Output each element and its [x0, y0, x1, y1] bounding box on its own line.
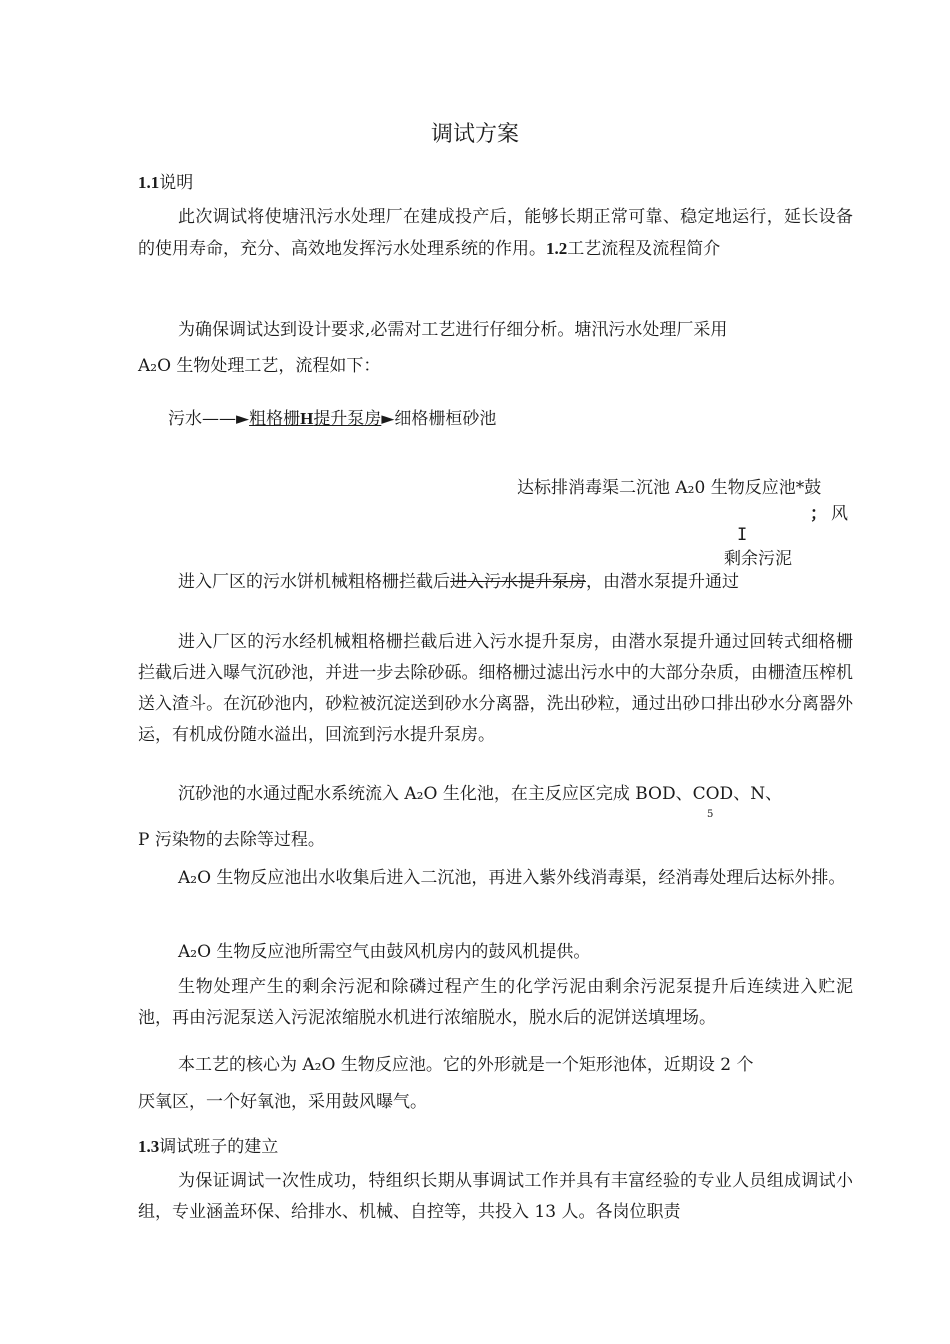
flow-line-1: [168, 408, 496, 430]
section-1-3-heading: [138, 1136, 278, 1158]
section-1-2-line-2: A₂O 生物处理工艺，流程如下：: [138, 356, 381, 376]
flow-line-3: [810, 503, 848, 525]
flow-lift-pump: 提升泵房: [313, 409, 382, 429]
struck-line-struck: 进入污水提升泵房: [450, 572, 586, 592]
flow-sludge: 剩余污泥: [724, 549, 792, 569]
body-paragraph-4: A₂O 生物反应池所需空气由鼓风机房内的鼓风机提供。: [178, 942, 591, 962]
page-title: 调试方案: [430, 122, 519, 147]
body-subscript: 5: [707, 809, 714, 820]
flow-start: 污水——►: [168, 409, 250, 429]
struck-line-prefix: 进入厂区的污水饼机械粗格栅拦截后: [178, 572, 450, 592]
flow-fine-screen: ►细格栅桓砂池: [381, 409, 497, 429]
section-1-3-paragraph: 为保证调试一次性成功，特组织长期从事调试工作并具有丰富经验的专业人员组成调试小组，专业涵盖环保、给排水、机械、自控等，共投入 13 人。各岗位职责: [138, 1171, 853, 1222]
body-paragraph-2-line-2: P 污染物的去除等过程。: [138, 830, 325, 850]
flow-coarse-screen: 粗格栅: [249, 409, 301, 429]
flow-marker: ；: [810, 504, 827, 524]
body-paragraph-1: 进入厂区的污水经机械粗格栅拦截后进入污水提升泵房，由潜水泵提升通过回转式细格栅拦截后进入曝气沉砂池，并进一步去除砂砾。细格栅过滤出污水中的大部分杂质，由栅渣压榨机送入渣斗。在沉砂池内，砂粒被沉淀送到砂水分离器，洗出砂粒，通过出砂口排出砂水分离器外运，有机成份随水溢出，回流到污水提升泵房。: [138, 632, 853, 745]
section-1-1-heading: [138, 172, 193, 194]
flow-bold-h: H: [300, 409, 314, 428]
section-1-1-paragraph: [138, 202, 853, 265]
flow-air: 风: [831, 504, 848, 524]
body-paragraph-2-line-1: 沉砂池的水通过配水系统流入 A₂O 生化池，在主反应区完成 BOD、COD、N、: [178, 784, 783, 804]
section-1-1-text: 此次调试将使塘汛污水处理厂在建成投产后，能够长期正常可靠、稳定地运行，延长设备的使用寿命，充分、高效地发挥污水处理系统的作用。: [138, 207, 853, 259]
section-1-3-title: 调试班子的建立: [159, 1137, 279, 1157]
flow-connector: I: [737, 525, 748, 545]
section-1-2-line-1: 为确保调试达到设计要求,必需对工艺进行仔细分析。塘汛污水处理厂采用: [178, 320, 728, 340]
body-paragraph-6-line-1: 本工艺的核心为 A₂O 生物反应池。它的外形就是一个矩形池体，近期设 2 个: [178, 1055, 754, 1075]
body-paragraph-3: A₂O 生物反应池出水收集后进入二沉池，再进入紫外线消毒渠，经消毒处理后达标外排。: [178, 868, 846, 888]
body-paragraph-6-line-2: 厌氧区，一个好氧池，采用鼓风曝气。: [138, 1092, 427, 1112]
section-1-2-title: 工艺流程及流程简介: [567, 239, 721, 259]
section-1-2-number: 1.2: [546, 239, 568, 258]
struck-line-suffix: ，由潜水泵提升通过: [586, 572, 739, 592]
section-1-1-number: 1.1: [138, 173, 160, 192]
section-1-1-title: 说明: [159, 173, 194, 193]
flow-line-2: 达标排消毒渠二沉池 A₂0 生物反应池*鼓: [517, 478, 822, 498]
body-paragraph-5: 生物处理产生的剩余污泥和除磷过程产生的化学污泥由剩余污泥泵提升后连续进入贮泥池，再由污泥泵送入污泥浓缩脱水机进行浓缩脱水，脱水后的泥饼送填埋场。: [138, 977, 853, 1028]
section-1-3-number: 1.3: [138, 1137, 160, 1156]
struck-line: [178, 571, 739, 593]
